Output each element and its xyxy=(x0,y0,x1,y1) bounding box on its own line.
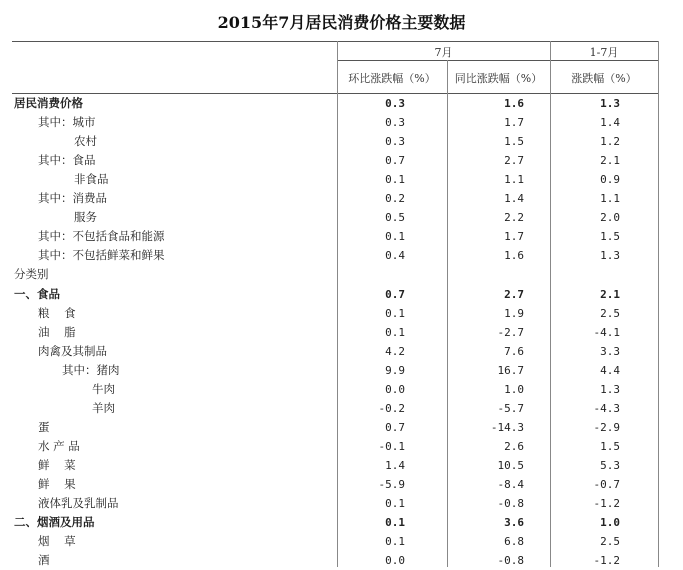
row-label: 羊肉 xyxy=(92,400,115,415)
value-cum: 4.4 xyxy=(600,363,620,377)
value-mom: 0.7 xyxy=(385,287,405,301)
table-row xyxy=(12,342,658,361)
value-cum: 2.0 xyxy=(600,211,620,225)
value-cum: -1.2 xyxy=(593,497,620,511)
value-cum: 1.5 xyxy=(600,230,620,244)
value-mom: 0.3 xyxy=(385,97,405,110)
value-mom: 0.2 xyxy=(385,192,405,206)
row-label: 水 产 品 xyxy=(38,438,80,453)
value-yoy: 1.1 xyxy=(504,173,524,187)
value-cum: -1.2 xyxy=(593,554,620,568)
table-row xyxy=(12,361,658,380)
value-yoy: 2.2 xyxy=(504,211,524,225)
value-mom: 0.1 xyxy=(385,325,405,339)
value-mom: 1.4 xyxy=(385,458,405,472)
value-cum: -0.7 xyxy=(593,478,620,491)
table-row xyxy=(12,151,658,170)
table-row xyxy=(12,456,658,475)
row-label: 蛋 xyxy=(38,419,50,434)
value-cum: 1.3 xyxy=(600,97,620,110)
row-label: 鲜 菜 xyxy=(38,457,76,472)
row-label: 居民消费价格 xyxy=(14,96,83,110)
row-label: 酒 xyxy=(38,553,50,568)
value-cum: 1.4 xyxy=(600,116,620,130)
value-cum: 0.9 xyxy=(600,173,620,187)
column-divider xyxy=(658,41,659,567)
row-label: 一、食品 xyxy=(14,286,60,301)
value-mom: 0.7 xyxy=(385,420,405,434)
row-label: 其中：不包括鲜菜和鲜果 xyxy=(38,248,165,263)
row-label: 非食品 xyxy=(74,172,109,187)
row-label: 其中：猪肉 xyxy=(62,362,120,377)
table-row xyxy=(12,418,658,437)
value-yoy: 16.7 xyxy=(497,363,524,377)
value-mom: 0.0 xyxy=(385,554,405,568)
value-yoy: 3.6 xyxy=(504,516,524,530)
value-yoy: -14.3 xyxy=(490,420,524,434)
value-yoy: 10.5 xyxy=(497,458,524,472)
value-yoy: -2.7 xyxy=(497,325,524,339)
table-row xyxy=(12,227,658,246)
value-mom: 0.5 xyxy=(385,211,405,225)
value-mom: 0.1 xyxy=(385,497,405,511)
value-yoy: -0.8 xyxy=(497,554,524,568)
value-yoy: -5.7 xyxy=(497,401,524,415)
value-yoy: 1.7 xyxy=(504,230,524,244)
value-cum: 1.0 xyxy=(600,516,620,530)
row-label: 农村 xyxy=(74,134,97,149)
table-row xyxy=(12,475,658,494)
value-yoy: 2.6 xyxy=(504,439,524,453)
value-cum: 1.3 xyxy=(600,382,620,396)
value-yoy: 1.7 xyxy=(504,116,524,130)
value-yoy: 2.7 xyxy=(504,154,524,168)
table-header-mid-rule xyxy=(337,60,658,61)
table-row xyxy=(12,113,658,132)
header-col-cum: 涨跌幅（%） xyxy=(571,72,637,85)
row-label: 肉禽及其制品 xyxy=(38,343,107,358)
row-label: 鲜 果 xyxy=(38,477,76,491)
table-top-rule xyxy=(12,41,658,42)
value-mom: 0.1 xyxy=(385,516,405,530)
table-row xyxy=(12,323,658,342)
value-cum: 5.3 xyxy=(600,458,620,472)
value-mom: -5.9 xyxy=(378,478,405,491)
value-mom: 0.3 xyxy=(385,135,405,149)
row-label: 其中：城市 xyxy=(38,115,96,130)
value-cum: 1.3 xyxy=(600,249,620,263)
value-mom: 0.0 xyxy=(385,382,405,396)
value-yoy: 7.6 xyxy=(504,344,524,358)
value-mom: 4.2 xyxy=(385,344,405,358)
table-row xyxy=(12,132,658,151)
row-label: 其中：不包括食品和能源 xyxy=(38,229,165,244)
value-cum: 1.1 xyxy=(600,192,620,206)
row-label: 分类别 xyxy=(14,267,49,282)
value-mom: -0.2 xyxy=(378,401,405,415)
row-label: 二、烟酒及用品 xyxy=(14,515,95,530)
row-label: 粮 食 xyxy=(38,305,76,320)
value-mom: 0.1 xyxy=(385,173,405,187)
row-label: 其中：消费品 xyxy=(38,191,107,206)
value-cum: 3.3 xyxy=(600,344,620,358)
value-mom: 9.9 xyxy=(385,363,405,377)
value-yoy: 1.4 xyxy=(504,192,524,206)
value-mom: 0.7 xyxy=(385,154,405,168)
header-col-mom: 环比涨跌幅（%） xyxy=(348,72,436,85)
value-mom: 0.1 xyxy=(385,306,405,320)
table-row xyxy=(12,246,658,265)
value-yoy: 1.5 xyxy=(504,135,524,149)
table-row xyxy=(12,208,658,227)
table-row xyxy=(12,189,658,208)
table-row xyxy=(12,437,658,456)
row-label: 液体乳及乳制品 xyxy=(38,496,119,511)
value-mom: 0.1 xyxy=(385,230,405,244)
value-mom: 0.3 xyxy=(385,116,405,130)
table-row xyxy=(12,265,658,284)
table-row xyxy=(12,94,658,113)
table-row xyxy=(12,399,658,418)
table-row xyxy=(12,170,658,189)
row-label: 其中：食品 xyxy=(38,153,96,168)
value-mom: 0.4 xyxy=(385,249,405,263)
value-cum: 2.5 xyxy=(600,306,620,320)
value-yoy: 1.6 xyxy=(504,249,524,263)
header-group-july: 7月 xyxy=(434,46,453,59)
value-cum: -4.3 xyxy=(593,401,620,415)
header-group-jan-jul: 1-7月 xyxy=(589,46,619,59)
value-yoy: 1.6 xyxy=(504,97,524,110)
row-label: 油 脂 xyxy=(38,324,76,339)
value-cum: 2.5 xyxy=(600,535,620,549)
value-cum: -2.9 xyxy=(593,420,620,434)
table-row xyxy=(12,532,658,551)
value-mom: -0.1 xyxy=(378,439,405,453)
row-label: 服务 xyxy=(74,210,97,225)
value-yoy: 1.0 xyxy=(504,382,524,396)
table-row xyxy=(12,494,658,513)
table-row xyxy=(12,380,658,399)
value-cum: -4.1 xyxy=(593,325,620,339)
row-label: 牛肉 xyxy=(92,381,115,396)
value-yoy: -0.8 xyxy=(497,497,524,511)
value-mom: 0.1 xyxy=(385,535,405,549)
page-title: 2015年7月居民消费价格主要数据 xyxy=(217,13,466,32)
table-row xyxy=(12,304,658,323)
value-yoy: -8.4 xyxy=(497,478,524,491)
header-col-yoy: 同比涨跌幅（%） xyxy=(454,72,543,85)
table-row xyxy=(12,285,658,304)
value-yoy: 2.7 xyxy=(504,287,524,301)
value-cum: 2.1 xyxy=(600,154,620,168)
value-yoy: 6.8 xyxy=(504,535,524,549)
value-cum: 1.5 xyxy=(600,439,620,453)
value-cum: 2.1 xyxy=(600,287,620,301)
value-yoy: 1.9 xyxy=(504,306,524,320)
table-row xyxy=(12,551,658,570)
row-label: 烟 草 xyxy=(38,534,76,549)
table-row xyxy=(12,513,658,532)
value-cum: 1.2 xyxy=(600,135,620,149)
